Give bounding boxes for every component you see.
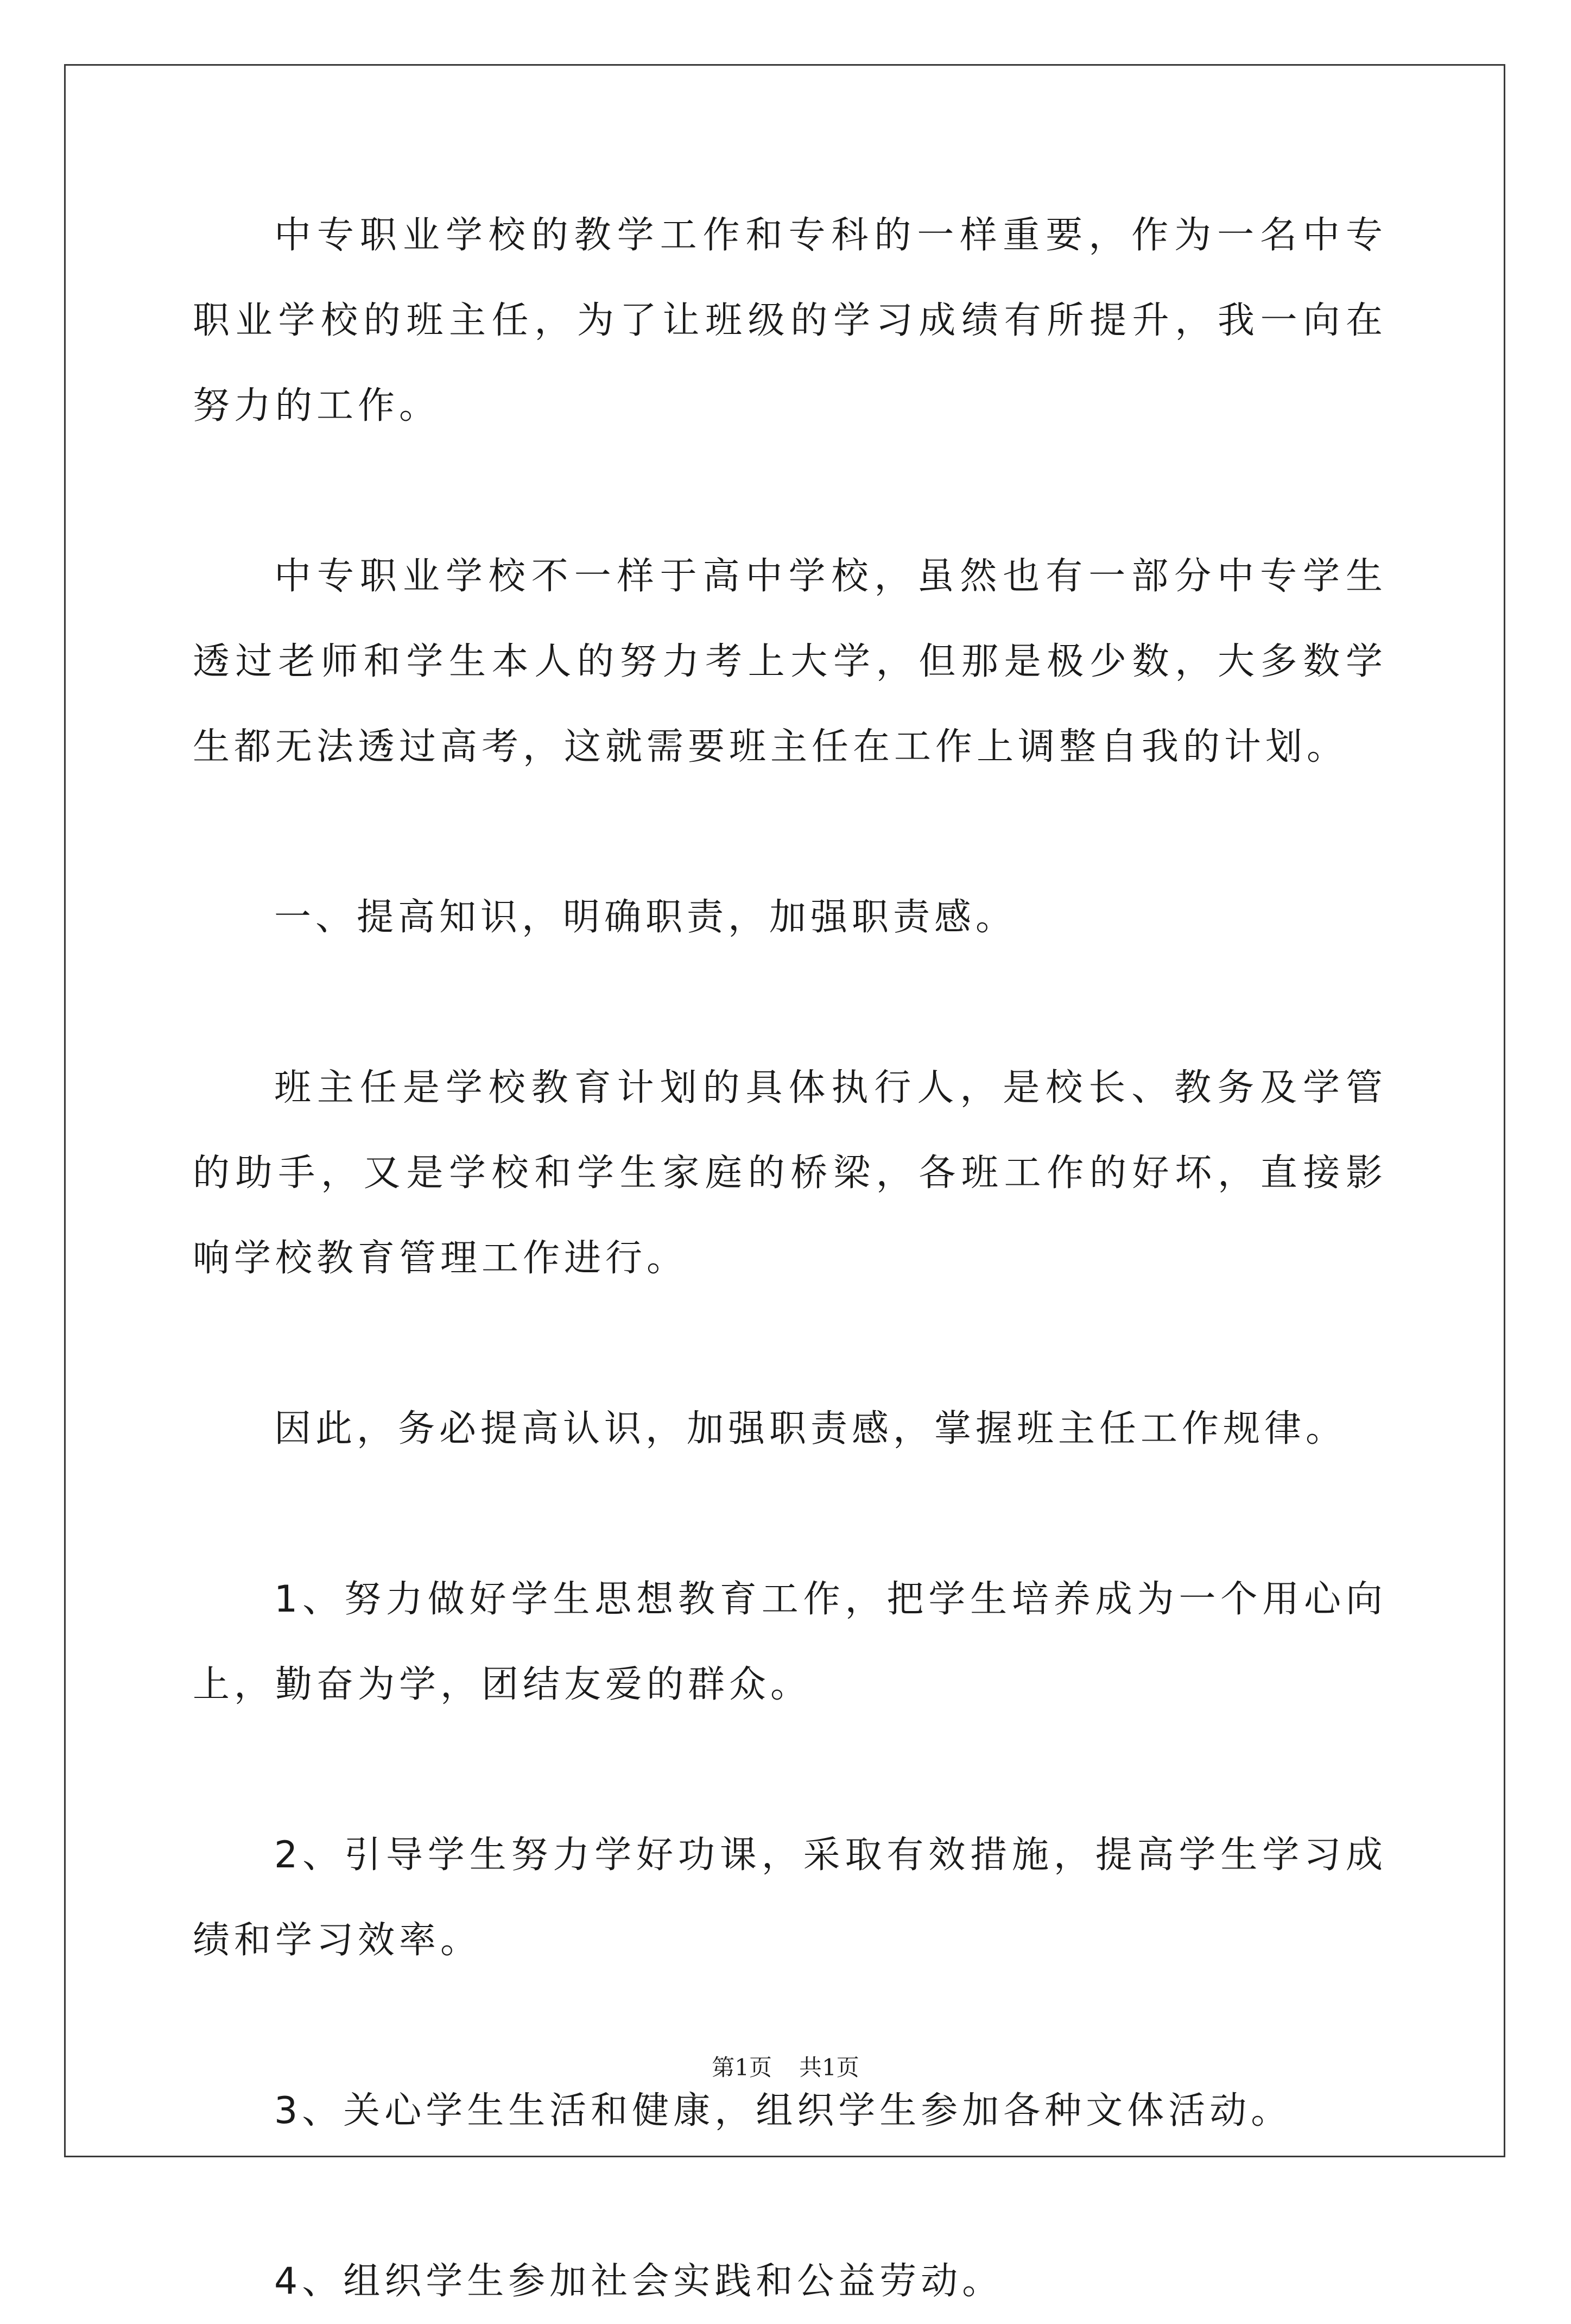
paragraph: 中专职业学校不一样于高中学校，虽然也有一部分中专学生透过老师和学生本人的努力考上大学，但那是极少数，大多数学生都无法透过高考，这就需要班主任在工作上调整自我的计划。 bbox=[193, 555, 1387, 768]
paragraph: 班主任是学校教育计划的具体执行人，是校长、教务及学管的助手，又是学校和学生家庭的桥梁，各班工作的好坏，直接影响学校教育管理工作进行。 bbox=[193, 1066, 1387, 1280]
paragraph: 因此，务必提高认识，加强职责感，掌握班主任工作规律。 bbox=[274, 1407, 1347, 1450]
total-pages: 共1页 bbox=[799, 2054, 859, 2081]
page-footer bbox=[0, 2051, 1571, 2084]
list-item: 3、关心学生生活和健康，组织学生参加各种文体活动。 bbox=[274, 2089, 1293, 2132]
current-page-number: 第1页 bbox=[712, 2054, 772, 2081]
list-item: 2、引导学生努力学好功课，采取有效措施，提高学生学习成绩和学习效率。 bbox=[193, 1834, 1387, 1962]
list-item: 1、努力做好学生思想教育工作，把学生培养成为一个用心向上，勤奋为学，团结友爱的群众。 bbox=[193, 1578, 1387, 1706]
section-heading: 一、提高知识，明确职责，加强职责感。 bbox=[274, 896, 1017, 939]
list-item: 4、组织学生参加社会实践和公益劳动。 bbox=[274, 2260, 1004, 2303]
document-body bbox=[193, 193, 1387, 2324]
paragraph: 中专职业学校的教学工作和专科的一样重要，作为一名中专职业学校的班主任，为了让班级的学习成绩有所提升，我一向在努力的工作。 bbox=[193, 214, 1387, 427]
